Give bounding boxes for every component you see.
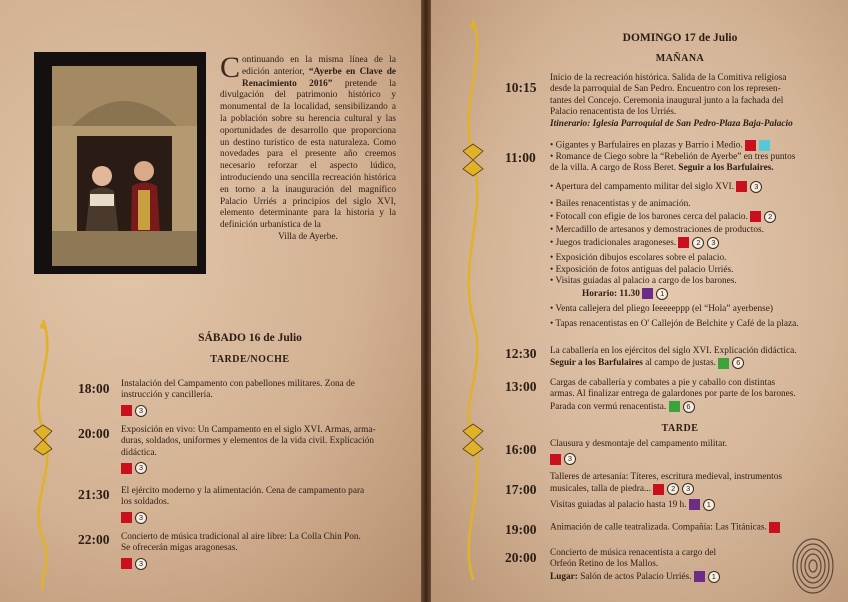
sunday-title: DOMINGO 17 de Julio — [622, 32, 738, 44]
sat-event-2000: Exposición en vivo: Un Campamento en el siglo XVI. Armas, arma- duras, soldados, uniformes y elementos de la vida civil. Explicación didáctica. 3 — [121, 425, 376, 473]
number-badge: 1 — [656, 288, 668, 300]
saturday-title: SÁBADO 16 de Julio — [198, 332, 302, 344]
red-square-icon — [769, 522, 780, 533]
number-badge: 2 — [692, 237, 704, 249]
sat-event-1800: Instalación del Campamento con pabellones militares. Zona de instrucción y cancillería. 3 — [121, 379, 355, 415]
sat-time-1800: 18:00 — [78, 381, 110, 396]
saturday-subtitle: TARDE/NOCHE — [210, 354, 290, 365]
number-badge: 2 — [667, 483, 679, 495]
sat-time-2200: 22:00 — [78, 532, 110, 547]
sun-event-1600: Clausura y desmontaje del campamento militar. 3 — [550, 439, 728, 464]
intro-last-line: Villa de Ayerbe. — [278, 231, 338, 242]
red-square-icon — [121, 463, 132, 474]
sun-time-1700: 17:00 — [505, 482, 537, 497]
sun-event-1900: Animación de calle teatralizada. Compañía: Las Titánicas. — [550, 522, 840, 534]
purple-square-icon — [689, 499, 700, 510]
red-square-icon — [750, 211, 761, 222]
sat-time-2130: 21:30 — [78, 487, 110, 502]
sun-event-2000: Concierto de música renacentista a cargo del Orfeón Retino de los Mallos. Lugar: Salón de actos Palacio Urriés. 1 — [550, 548, 790, 583]
sun-time-1100: 11:00 — [505, 150, 536, 165]
sun-event-1100: • Gigantes y Barfulaires en plazas y Barrio i Medio. • Romance de Ciego sobre la “Rebelión de Ayerbe” en tres puntos de la villa. A cargo de Ross Beret. Seguir a los Barfulaires. • Apertura del campamento militar del siglo XVI. 3 • Bailes renacentistas y de animación. • Fotocall con efigie de los barones cerca del palacio. 2 • Mercadillo de artesanos y demostraciones de productos. • Juegos tradicionales aragoneses. 2 3 • Exposición dibujos escolares sobre el palacio. • Exposición de fotos antiguas del palacio Urriés. • Visitas guiadas al palacio a cargo de los barones. Horario: 11.30 1 • Venta callejera del pliego Ieeeeeppp (el “Hola” ayerbense) • Tapas renacentistas en O' Callejón de Belchite y Café de la plaza. — [550, 140, 799, 330]
number-badge: 3 — [750, 181, 762, 193]
number-badge: 3 — [135, 405, 147, 417]
right-vine-ornament — [458, 20, 488, 580]
number-badge: 3 — [564, 453, 576, 465]
red-square-icon — [550, 454, 561, 465]
number-badge: 3 — [135, 558, 147, 570]
fingerprint-decoration — [788, 535, 838, 597]
intro-paragraph: Continuando en la misma línea de la edición anterior, “Ayerbe en Clave de Renacimiento 2016” pretende la divulgación del patrimonio histórico y monumental de la localidad, sensibilizando a la población sobre su herencia cultural y las oportunidades de desarrollo que proporciona un destino turístico de esta naturaleza. Como novedades para el presente año creemos necesario reforzar el aspecto lúdico, introduciendo una sencilla recreación histórica en torno a la inauguración del magnífico Palacio Urriés a principios del siglo XVI, elemento determinante para la historia y la definición urbanística de la Villa de Ayerbe. — [220, 51, 396, 242]
renaissance-couple-photo — [52, 66, 197, 266]
number-badge: 3 — [135, 462, 147, 474]
sun-time-1015: 10:15 — [505, 80, 537, 95]
sun-time-2000: 20:00 — [505, 550, 537, 565]
purple-square-icon — [694, 571, 705, 582]
number-badge: 1 — [703, 499, 715, 511]
sat-time-2000: 20:00 — [78, 426, 110, 441]
drop-cap: C — [220, 51, 241, 84]
red-square-icon — [736, 181, 747, 192]
sun-event-1300: Cargas de caballería y combates a pie y caballo con distintas armas. Al finalizar entrega de galardones por parte de los barones. Parada con vermú renacentista. 6 — [550, 378, 796, 412]
number-badge: 3 — [682, 483, 694, 495]
red-square-icon — [121, 405, 132, 416]
book-spine — [421, 0, 431, 602]
sun-time-1900: 19:00 — [505, 522, 537, 537]
sat-event-2200: Concierto de música tradicional al aire libre: La Colla Chin Pon. Se ofrecerán migas aragonesas. 3 — [121, 532, 361, 568]
sun-event-1015: Inicio de la recreación histórica. Salida de la Comitiva religiosa desde la parroquial de San Pedro. Encuentro con los represen- tantes del Concejo. Ceremonia inaugural junto a la fachada del Palacio renacentista de los Urriés. Itinerario: Iglesia Parroquial de San Pedro-Plaza Baja-Palacio — [550, 73, 840, 130]
purple-square-icon — [642, 288, 653, 299]
festival-name: “Ayerbe en Clave de Renacimiento 2016” — [242, 66, 396, 89]
sun-time-1230: 12:30 — [505, 346, 537, 361]
red-square-icon — [678, 237, 689, 248]
left-vine-ornament — [28, 320, 58, 590]
red-square-icon — [121, 558, 132, 569]
sun-event-1700: Talleres de artesanía: Títeres, escritura medieval, instrumentos musicales, talla de piedra... 2 3 Visitas guiadas al palacio hasta 19 h. 1 — [550, 472, 783, 511]
number-badge: 3 — [707, 237, 719, 249]
green-square-icon — [669, 401, 680, 412]
cyan-square-icon — [759, 140, 770, 151]
sun-time-1600: 16:00 — [505, 442, 537, 457]
sunday-afternoon-label: TARDE — [661, 423, 699, 434]
number-badge: 1 — [708, 571, 720, 583]
green-square-icon — [718, 358, 729, 369]
number-badge: 6 — [683, 401, 695, 413]
red-square-icon — [121, 512, 132, 523]
red-square-icon — [653, 484, 664, 495]
number-badge: 2 — [764, 211, 776, 223]
number-badge: 6 — [732, 357, 744, 369]
red-square-icon — [745, 140, 756, 151]
sun-event-1230: La caballería en los ejércitos del siglo XVI. Explicación didáctica. Seguir a los Barfulaires al campo de justas. 6 — [550, 346, 797, 369]
sun-time-1300: 13:00 — [505, 379, 537, 394]
sat-event-2130: El ejército moderno y la alimentación. Cena de campamento para los soldados. 3 — [121, 486, 365, 522]
itinerary: Itinerario: Iglesia Parroquial de San Pedro-Plaza Baja-Palacio — [550, 118, 793, 129]
sunday-morning-label: MAÑANA — [655, 53, 705, 64]
number-badge: 3 — [135, 512, 147, 524]
